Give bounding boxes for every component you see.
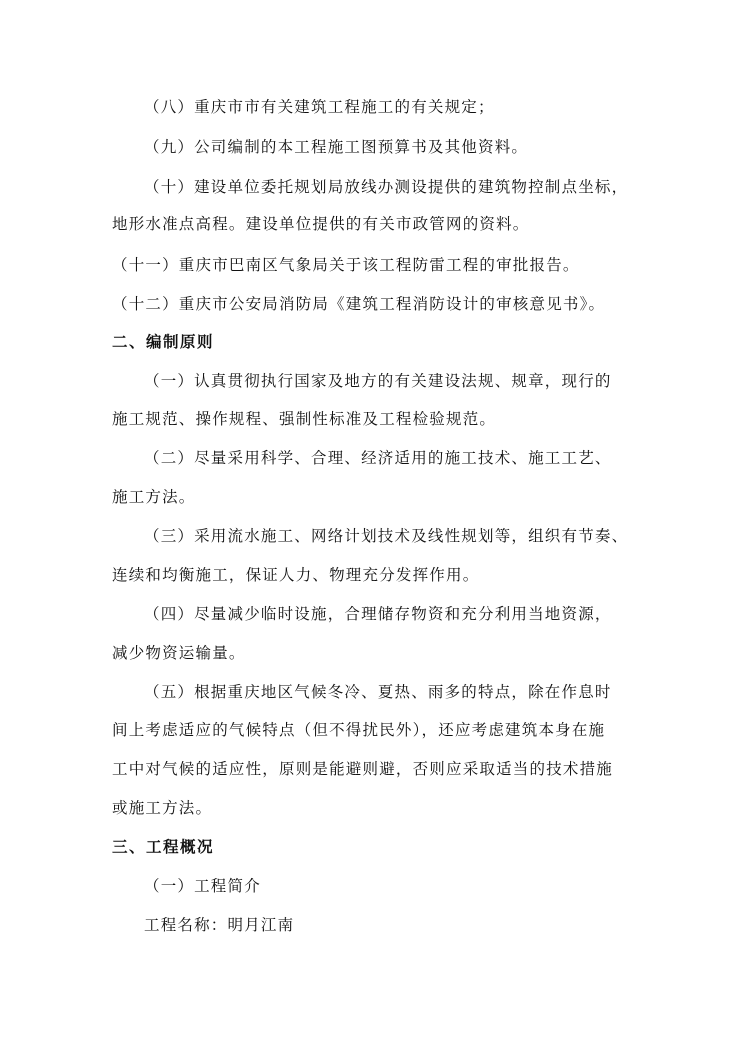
principle-line-4: 施工方法。 (112, 488, 196, 506)
principle-line-11: 工中对气候的适应性，原则是能避则避，否则应采取适当的技术措施 (112, 760, 614, 778)
principle-line-1: （一）认真贯彻执行国家及地方的有关建设法规、规章，现行的 (144, 372, 612, 390)
overview-subheading: （一）工程简介 (144, 877, 261, 895)
principle-line-10: 间上考虑适应的气候特点（但不得扰民外），还应考虑建筑本身在施 (112, 721, 606, 739)
principle-line-7: （四）尽量减少临时设施，合理储存物资和充分利用当地资源， (144, 605, 612, 623)
principle-line-12: 或施工方法。 (112, 799, 213, 817)
project-name: 工程名称：明月江南 (144, 916, 295, 934)
basis-item-8: （八）重庆市市有关建筑工程施工的有关规定； (144, 98, 495, 116)
principle-line-2: 施工规范、操作规程、强制性标准及工程检验规范。 (112, 410, 497, 428)
basis-item-10: （十）建设单位委托规划局放线办测设提供的建筑物控制点坐标， (144, 178, 629, 196)
principle-line-3: （二）尽量采用科学、合理、经济适用的施工技术、施工工艺、 (144, 449, 612, 467)
section-heading-principles: 二、编制原则 (112, 333, 215, 351)
principle-line-5: （三）采用流水施工、网络计划技术及线性规划等，组织有节奏、 (144, 527, 629, 545)
basis-item-9: （九）公司编制的本工程施工图预算书及其他资料。 (144, 138, 529, 156)
principle-line-8: 减少物资运输量。 (112, 644, 246, 662)
basis-item-10-continued: 地形水准点高程。建设单位提供的有关市政管网的资料。 (112, 215, 530, 233)
basis-item-11: （十一）重庆市巴南区气象局关于该工程防雷工程的审批报告。 (112, 256, 580, 274)
basis-item-12: （十二）重庆市公安局消防局《建筑工程消防设计的审核意见书》。 (112, 295, 606, 313)
principle-line-6: 连续和均衡施工，保证人力、物理充分发挥作用。 (112, 566, 480, 584)
section-heading-overview: 三、工程概况 (112, 838, 215, 856)
principle-line-9: （五）根据重庆地区气候冬冷、夏热、雨多的特点，除在作息时 (144, 683, 612, 701)
